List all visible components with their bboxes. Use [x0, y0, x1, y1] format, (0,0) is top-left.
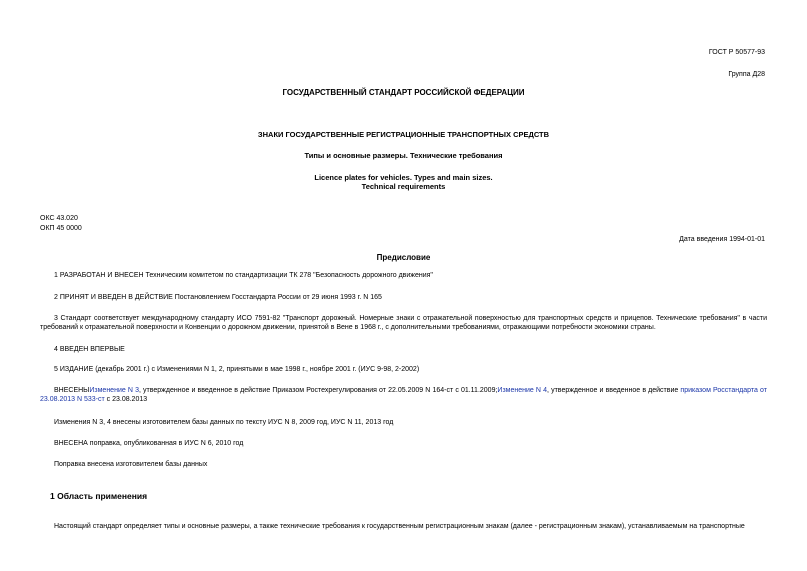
- foreword-item-7: Изменения N 3, 4 внесены изготовителем базы данных по тексту ИУС N 8, 2009 год, ИУС N 11, 2013 год: [54, 419, 394, 426]
- foreword-item-amendments: [40, 386, 767, 404]
- okp-code: ОКП 45 0000: [40, 225, 82, 232]
- foreword-item-2: 2 ПРИНЯТ И ВВЕДЕН В ДЕЙСТВИЕ Постановлением Госстандарта России от 29 июня 1993 г. N 165: [54, 294, 382, 301]
- section-1-heading: 1 Область применения: [50, 491, 148, 501]
- amendments-prefix: ВНЕСЕНЫ: [54, 387, 90, 394]
- doc-number: ГОСТ Р 50577-93: [708, 49, 765, 56]
- group-code: Группа Д28: [728, 71, 765, 78]
- amendment-3-link[interactable]: Изменение N 3: [89, 387, 139, 394]
- foreword-item-1: 1 РАЗРАБОТАН И ВНЕСЕН Техническим комитетом по стандартизации ТК 278 "Безопасность дорожного движения": [54, 272, 433, 279]
- oks-code: ОКС 43.020: [40, 215, 78, 222]
- foreword-item-5: 5 ИЗДАНИЕ (декабрь 2001 г.) с Изменениями N 1, 2, принятыми в мае 1998 г., ноябре 2001 г. (ИУС 9-98, 2-2002): [54, 366, 420, 373]
- amendments-text-1: , утвержденное и введенное в действие Приказом Ростехрегулирования от 22.05.2009 N 164-ст с 01.11.2009;: [138, 387, 498, 394]
- state-standard-heading: ГОСУДАРСТВЕННЫЙ СТАНДАРТ РОССИЙСКОЙ ФЕДЕРАЦИИ: [282, 88, 525, 97]
- amendment-4-link[interactable]: Изменение N 4: [497, 387, 548, 394]
- foreword-item-4: 4 ВВЕДЕН ВПЕРВЫЕ: [54, 346, 125, 353]
- title-ru-main: ЗНАКИ ГОСУДАРСТВЕННЫЕ РЕГИСТРАЦИОННЫЕ ТРАНСПОРТНЫХ СРЕДСТВ: [257, 130, 550, 139]
- foreword-heading: Предисловие: [376, 253, 431, 262]
- section-1-text: Настоящий стандарт определяет типы и основные размеры, а также технические требования к государственным регистрационным знакам (далее - регистрационным знакам), устанавливаемым на транспортные: [54, 523, 745, 530]
- amendments-text-2: , утвержденное и введенное в действие: [547, 387, 681, 394]
- rosstandart-order-link[interactable]: приказом Росстандарта от 23.08.2013 N 533-ст: [40, 387, 767, 403]
- amendments-suffix: с 23.08.2013: [104, 396, 148, 403]
- foreword-item-3: 3 Стандарт соответствует международному стандарту ИСО 7591-82 "Транспорт дорожный. Номерные знаки с отражательной поверхностью для транспортных средств и прицепов. Технические требования" в части требований к отражательной поверхности и Конвенции о дорожном движении, принятой в Вене в 1968 г., с дополнительными требованиями, отражающими потребности экономики страны.: [40, 315, 767, 331]
- title-en-line2: Technical requirements: [361, 182, 446, 191]
- title-ru-sub: Типы и основные размеры. Технические требования: [304, 151, 503, 160]
- foreword-item-9: Поправка внесена изготовителем базы данных: [54, 461, 208, 468]
- title-en-line1: Licence plates for vehicles. Types and main sizes.: [314, 173, 493, 182]
- foreword-item-8: ВНЕСЕНА поправка, опубликованная в ИУС N 6, 2010 год: [54, 440, 244, 447]
- intro-date: Дата введения 1994-01-01: [679, 236, 765, 243]
